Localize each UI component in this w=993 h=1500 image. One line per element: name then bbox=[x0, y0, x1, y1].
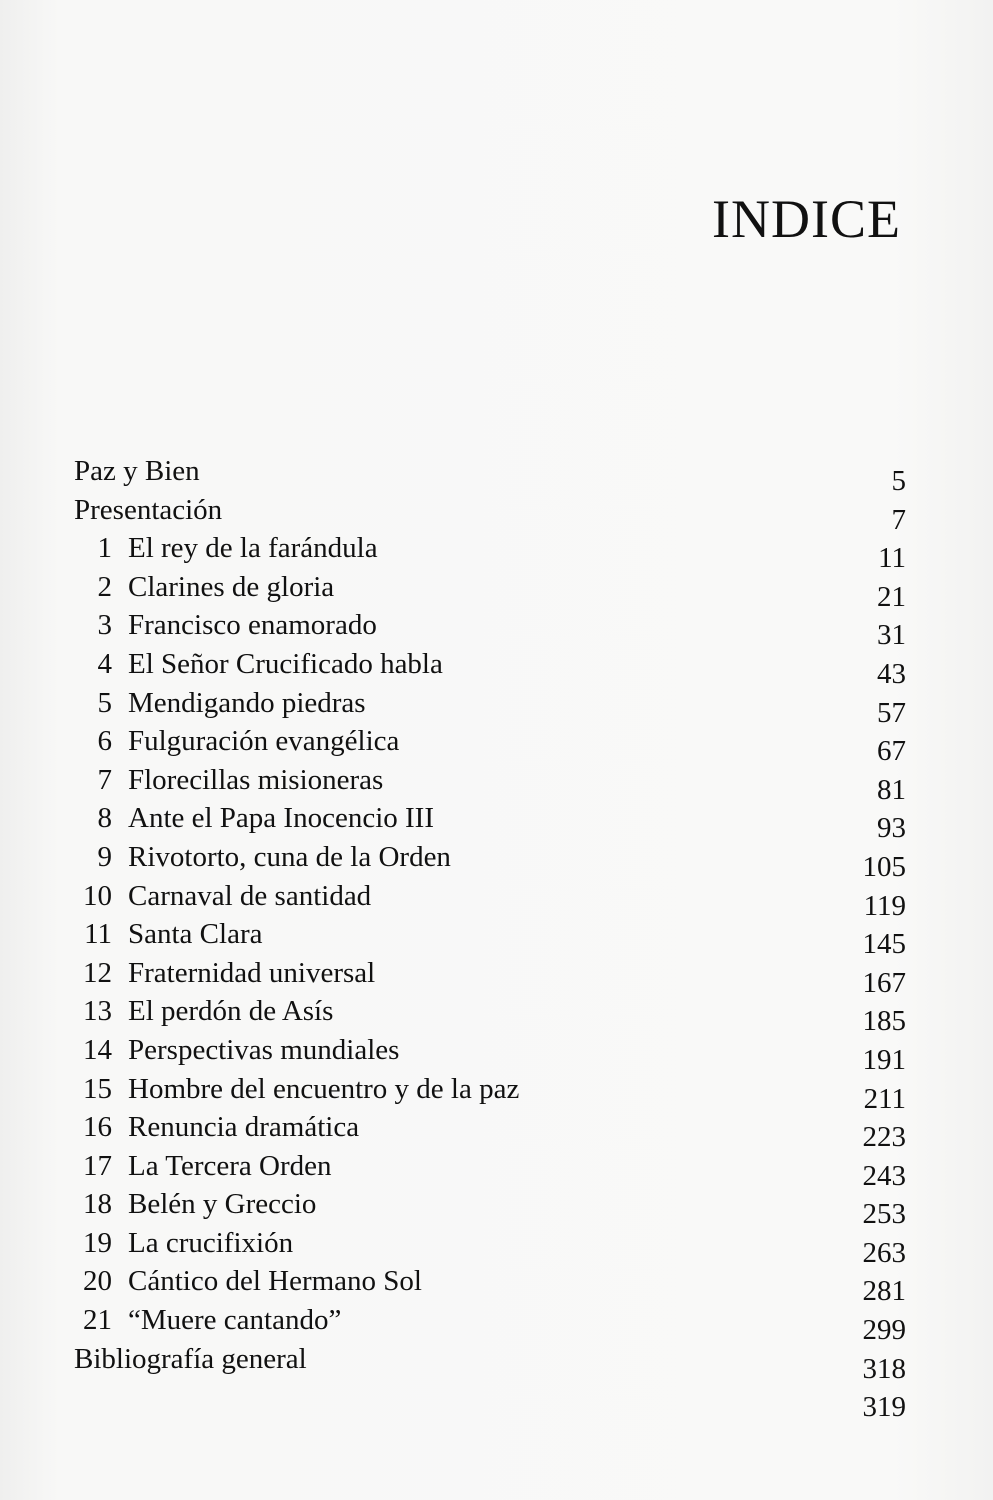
toc-entry-page: 167 bbox=[862, 966, 906, 999]
toc-entry-label: Fraternidad universal bbox=[128, 956, 376, 989]
page-title: INDICE bbox=[712, 189, 901, 249]
toc-entry-number: 11 bbox=[84, 918, 112, 951]
toc-entry-page: 119 bbox=[863, 889, 906, 922]
toc-entry bbox=[74, 1340, 906, 1385]
toc-entry-label: Santa Clara bbox=[128, 918, 263, 951]
toc-entry-number: 6 bbox=[97, 725, 112, 758]
toc-entry-page: 81 bbox=[877, 773, 906, 806]
toc-entry-page: 105 bbox=[862, 850, 906, 883]
toc-entry-number: 13 bbox=[83, 995, 112, 1028]
toc-entry-page: 57 bbox=[877, 696, 906, 729]
toc-entry-number: 1 bbox=[97, 532, 112, 565]
toc-entry-label: Cántico del Hermano Sol bbox=[128, 1265, 422, 1298]
toc-entry-number: 10 bbox=[83, 879, 112, 912]
toc-entry-label: Rivotorto, cuna de la Orden bbox=[128, 840, 451, 873]
toc-entry-label: Perspectivas mundiales bbox=[128, 1033, 400, 1066]
toc-entry bbox=[74, 606, 906, 652]
toc-entry-label: “Muere cantando” bbox=[128, 1304, 342, 1337]
toc-entry-page: 281 bbox=[862, 1275, 906, 1308]
toc-entry-page: 5 bbox=[891, 465, 906, 497]
toc-entry bbox=[74, 1070, 906, 1115]
toc-entry-number: 16 bbox=[83, 1111, 112, 1144]
toc-entry-label: Francisco enamorado bbox=[128, 609, 377, 642]
toc-entry-number: 17 bbox=[83, 1149, 112, 1182]
toc-entry bbox=[74, 1224, 906, 1269]
toc-entry bbox=[74, 1301, 906, 1347]
toc-entry bbox=[74, 838, 906, 883]
toc-entry bbox=[74, 1185, 906, 1231]
toc-entry-label: El perdón de Asís bbox=[128, 995, 334, 1028]
toc-entry bbox=[74, 1147, 906, 1192]
toc-entry-label: Bibliografía general bbox=[74, 1342, 307, 1375]
toc-entry-label: Florecillas misioneras bbox=[128, 763, 384, 796]
toc-entry-page: 21 bbox=[877, 580, 906, 613]
toc-entry bbox=[74, 645, 906, 690]
toc-entry-page: 319 bbox=[862, 1391, 906, 1424]
toc-entry-number: 9 bbox=[97, 840, 112, 873]
toc-entry-page: 43 bbox=[877, 657, 906, 690]
toc-entry-page: 11 bbox=[878, 542, 906, 575]
toc-entry-label: La crucifixión bbox=[128, 1226, 294, 1259]
toc-entry-label: Carnaval de santidad bbox=[128, 879, 372, 912]
toc-entry bbox=[74, 799, 906, 845]
toc-entry bbox=[74, 529, 906, 575]
toc-entry-number: 21 bbox=[83, 1304, 112, 1337]
toc-entry bbox=[74, 1108, 906, 1154]
toc-entry bbox=[74, 1031, 906, 1076]
toc-entry-label: El Señor Crucificado habla bbox=[128, 647, 443, 680]
toc-entry-label: Ante el Papa Inocencio III bbox=[128, 802, 434, 835]
toc-entry-label: Fulguración evangélica bbox=[128, 725, 400, 758]
toc-entry-page: 93 bbox=[877, 812, 906, 845]
toc-entry bbox=[74, 684, 906, 729]
toc-entry bbox=[74, 992, 906, 1038]
toc-entry bbox=[74, 491, 906, 536]
toc-entry-number: 3 bbox=[97, 609, 112, 642]
toc-entry-page: 7 bbox=[891, 503, 906, 536]
toc-entry-number: 14 bbox=[83, 1033, 112, 1066]
toc-entry-number: 18 bbox=[83, 1188, 112, 1221]
toc-entry-page: 263 bbox=[862, 1236, 906, 1269]
toc-entry-label: La Tercera Orden bbox=[128, 1149, 332, 1182]
toc-entry-page: 67 bbox=[877, 735, 906, 768]
toc-entry bbox=[74, 452, 906, 497]
toc-entry-page: 253 bbox=[862, 1198, 906, 1231]
toc-entry-label: Renuncia dramática bbox=[128, 1111, 360, 1144]
toc-entry-page: 318 bbox=[862, 1352, 906, 1385]
toc-entry-page: 299 bbox=[862, 1314, 906, 1347]
toc-entry bbox=[74, 568, 906, 613]
toc-entry-label: Paz y Bien bbox=[74, 455, 200, 487]
toc-entry bbox=[74, 877, 906, 922]
toc-entry-page: 223 bbox=[862, 1121, 906, 1154]
toc-entry-page: 191 bbox=[862, 1043, 906, 1076]
toc-entry-number: 4 bbox=[97, 647, 112, 680]
toc-entry-number: 15 bbox=[83, 1072, 112, 1105]
toc-entry-label: Hombre del encuentro y de la paz bbox=[128, 1072, 520, 1105]
toc-entry-number: 12 bbox=[83, 956, 112, 989]
table-of-contents bbox=[74, 452, 906, 1424]
toc-entry bbox=[74, 722, 906, 768]
toc-entry-number: 20 bbox=[83, 1265, 112, 1298]
toc-entry-label: El rey de la farándula bbox=[128, 532, 378, 565]
toc-entry bbox=[74, 1262, 906, 1308]
toc-entry-label: Presentación bbox=[74, 493, 223, 526]
toc-entry bbox=[74, 954, 906, 999]
toc-entry-number: 7 bbox=[97, 763, 112, 796]
toc-entry-page: 243 bbox=[862, 1159, 906, 1192]
toc-entry-label: Mendigando piedras bbox=[128, 686, 366, 719]
toc-entry-number: 19 bbox=[83, 1226, 112, 1259]
toc-entry-number: 8 bbox=[97, 802, 112, 835]
toc-entry-label: Clarines de gloria bbox=[128, 570, 335, 603]
toc-entry-number: 2 bbox=[97, 570, 112, 603]
toc-entry-page: 145 bbox=[862, 928, 906, 961]
toc-entry bbox=[74, 761, 906, 806]
toc-entry-page: 31 bbox=[877, 619, 906, 652]
toc-entry-number: 5 bbox=[97, 686, 112, 719]
toc-entry bbox=[74, 1378, 906, 1424]
toc-entry-label: Belén y Greccio bbox=[128, 1188, 317, 1221]
toc-entry-page: 185 bbox=[862, 1005, 906, 1038]
toc-entry-page: 211 bbox=[863, 1082, 906, 1115]
toc-entry bbox=[74, 915, 906, 961]
